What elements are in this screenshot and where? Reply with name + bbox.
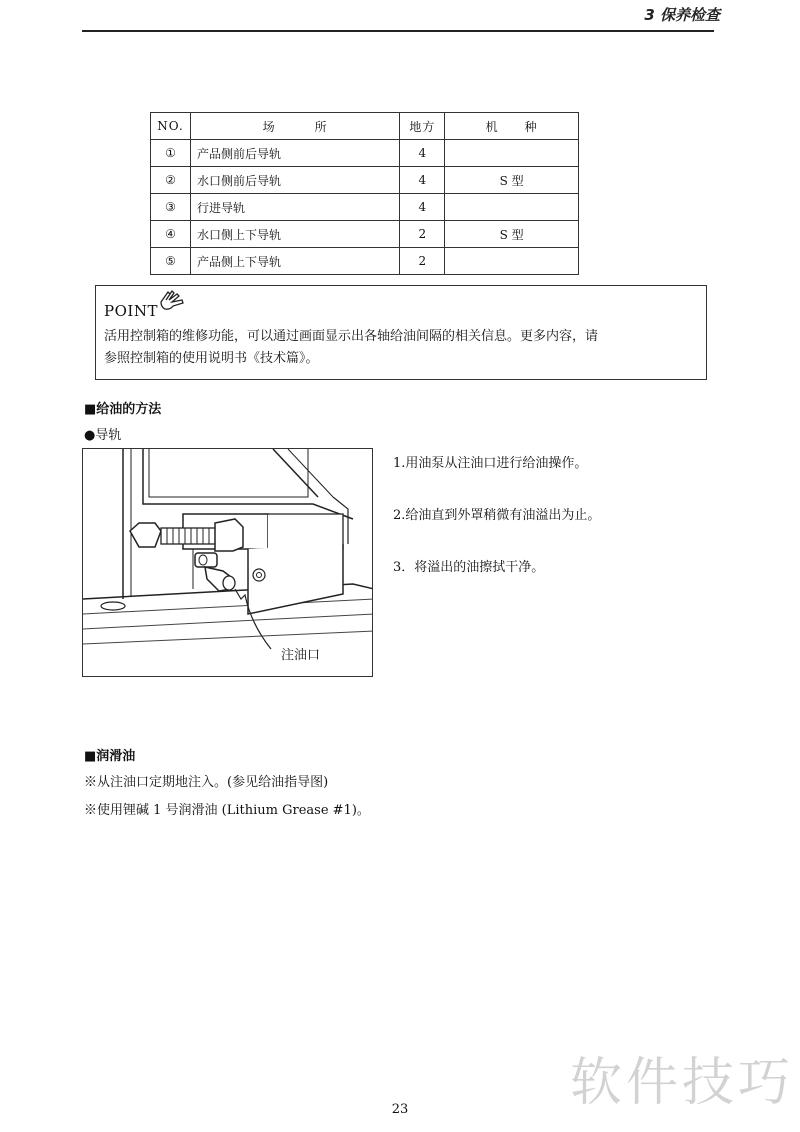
row-no: ⑤ bbox=[151, 248, 191, 275]
grease-nipple-illustration bbox=[83, 449, 373, 677]
page-header-title: 3 保养检查 bbox=[644, 6, 720, 24]
row-place: 产品侧上下导轨 bbox=[190, 248, 399, 275]
row-count: 4 bbox=[400, 140, 445, 167]
table-row bbox=[151, 194, 579, 221]
guide-rail-subheading: ●导轨 bbox=[84, 428, 122, 443]
lubricant-heading: ■润滑油 bbox=[84, 749, 136, 764]
row-place: 产品侧前后导轨 bbox=[190, 140, 399, 167]
row-place: 水口侧上下导轨 bbox=[190, 221, 399, 248]
table-row bbox=[151, 221, 579, 248]
column-header-no: NO. bbox=[151, 113, 191, 140]
point-box bbox=[95, 285, 707, 380]
point-text bbox=[104, 326, 700, 370]
oiling-location-table bbox=[150, 112, 579, 275]
row-place: 水口侧前后导轨 bbox=[190, 167, 399, 194]
row-no: ② bbox=[151, 167, 191, 194]
page-number: 23 bbox=[391, 1102, 409, 1117]
row-no: ① bbox=[151, 140, 191, 167]
lubricant-note-1: ※从注油口定期地注入。(参见给油指导图) bbox=[84, 775, 329, 790]
oiling-step-2: 2.给油直到外罩稍微有油溢出为止。 bbox=[393, 508, 601, 523]
row-count: 4 bbox=[400, 194, 445, 221]
column-header-count: 地方 bbox=[400, 113, 445, 140]
row-place: 行进导轨 bbox=[190, 194, 399, 221]
grease-nipple-figure bbox=[82, 448, 373, 677]
column-header-type: 机 种 bbox=[445, 113, 579, 140]
oiling-step-3: 3．将溢出的油擦拭干净。 bbox=[393, 560, 545, 575]
row-type bbox=[445, 194, 579, 221]
table-row bbox=[151, 167, 579, 194]
row-count: 2 bbox=[400, 221, 445, 248]
point-title: POINT bbox=[104, 302, 158, 320]
table-header-row bbox=[151, 113, 579, 140]
pointing-hand-icon bbox=[158, 288, 188, 318]
lubricant-note-2: ※使用锂碱 1 号润滑油 (Lithium Grease #1)。 bbox=[84, 803, 370, 818]
row-count: 4 bbox=[400, 167, 445, 194]
oil-inlet-label: 注油口 bbox=[281, 644, 320, 663]
table-row bbox=[151, 140, 579, 167]
row-no: ③ bbox=[151, 194, 191, 221]
row-type: S 型 bbox=[445, 167, 579, 194]
watermark-text: 软件技巧 bbox=[569, 1053, 794, 1113]
header-rule bbox=[82, 30, 714, 32]
row-type: S 型 bbox=[445, 221, 579, 248]
column-header-place: 场 所 bbox=[190, 113, 399, 140]
row-count: 2 bbox=[400, 248, 445, 275]
row-type bbox=[445, 140, 579, 167]
oiling-method-heading: ■给油的方法 bbox=[84, 402, 162, 417]
table-row bbox=[151, 248, 579, 275]
oiling-step-1: 1.用油泵从注油口进行给油操作。 bbox=[393, 456, 588, 471]
row-no: ④ bbox=[151, 221, 191, 248]
point-text-line: 活用控制箱的维修功能，可以通过画面显示出各轴给油间隔的相关信息。更多内容，请 bbox=[104, 329, 599, 344]
point-text-line: 参照控制箱的使用说明书《技术篇》。 bbox=[104, 351, 319, 366]
row-type bbox=[445, 248, 579, 275]
